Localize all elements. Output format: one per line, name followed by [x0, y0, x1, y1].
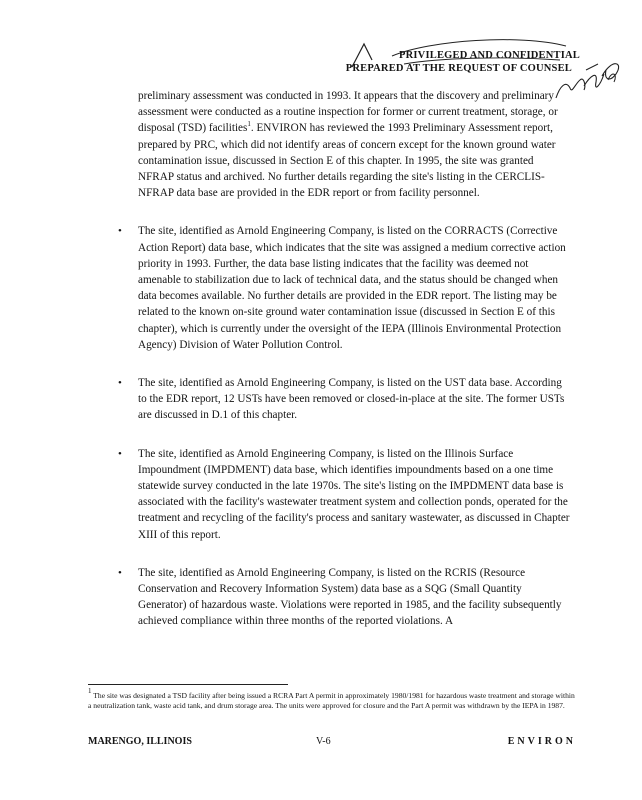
footnote-text: The site was designated a TSD facility after being issued a RCRA Part A permit in approximately 1980/1981 for hazardous waste treatment and storage within a neutralization tank, waste acid tank, and drum storage area. The units were approved for closure and the Part A permit was withdrawn by the IEPA in 1987.: [88, 691, 575, 711]
bullet-text: The site, identified as Arnold Engineering Company, is listed on the Illinois Surface Impoundment (IMPDMENT) data base, which identifies impoundments based on a one time statewide survey conducted in the late 1970s. The site's listing on the IMPDMENT data base is associated with the facility's wastewater treatment system and collection ponds, operated for the treatment and recycling of the facility's process and sanitary wastewater, as discussed in Chapter XIII of this report.: [138, 447, 570, 541]
paragraph-text-part2: . ENVIRON has reviewed the 1993 Preliminary Assessment report, prepared by PRC, which did not identify areas of concern except for the known ground water contamination issue, discussed in Section E of this chapter. In 1995, the site was granted NFRAP status and archived. No further details regarding the site's listing in the CERCLIS-NFRAP data base are provided in the EDR report or from facility personnel.: [138, 122, 556, 200]
bullet-icon: •: [118, 225, 122, 238]
document-body: [118, 88, 570, 630]
body-paragraph: [138, 88, 570, 201]
footnote: [88, 687, 576, 712]
bullet-item-corracts: [118, 223, 570, 353]
footnote-marker: 1: [88, 687, 92, 695]
bullet-text: The site, identified as Arnold Engineering Company, is listed on the UST data base. According to the EDR report, 12 USTs have been removed or closed-in-place at the site. The former USTs are discussed in D.1 of this chapter.: [138, 377, 565, 422]
bullet-icon: •: [118, 447, 122, 460]
bullet-text: The site, identified as Arnold Engineering Company, is listed on the CORRACTS (Corrective Action Report) data base, which indicates that the site was assigned a medium corrective action priority in 1993. Further, the data base listing indicates that the facility was deemed not amenable to stabilization due to lack of technical data, and the status should be changed when data becomes available. No further details are provided in the EDR report. The listing may be related to the known on-site ground water contamination issue (discussed in Section E of this chapter), which is currently under the oversight of the IEPA (Illinois Environmental Protection Agency) Division of Water Pollution Control.: [138, 225, 566, 351]
page-number: V-6: [316, 736, 331, 747]
footer-company: ENVIRON: [507, 736, 576, 747]
bullet-text: The site, identified as Arnold Engineering Company, is listed on the RCRIS (Resource Conservation and Recovery Information System) data base as a SQG (Small Quantity Generator) of hazardous waste. Violations were reported in 1985, and the facility subsequently achieved compliance within three months of the reported violations. A: [138, 566, 562, 628]
footer-location: MARENGO, ILLINOIS: [88, 736, 192, 747]
confidentiality-header: [340, 49, 580, 75]
bullet-item-ust: [118, 375, 570, 424]
bullet-item-rcris: [118, 565, 570, 630]
bullet-item-impdment: [118, 446, 570, 543]
footnote-divider: [88, 684, 288, 685]
paragraph-text-part1: preliminary assessment was conducted in 1993. It appears that the discovery and preliminary assessment were conducted as a routine inspection for former or current treatment, storage, or disposal (TSD) facilities: [138, 90, 558, 135]
header-privileged-line: PRIVILEGED AND CONFIDENTIAL: [398, 50, 580, 61]
footnote-reference: 1: [247, 120, 251, 129]
bullet-icon: •: [118, 566, 122, 579]
header-counsel-line: PREPARED AT THE REQUEST OF COUNSEL: [345, 63, 572, 74]
bullet-icon: •: [118, 377, 122, 390]
